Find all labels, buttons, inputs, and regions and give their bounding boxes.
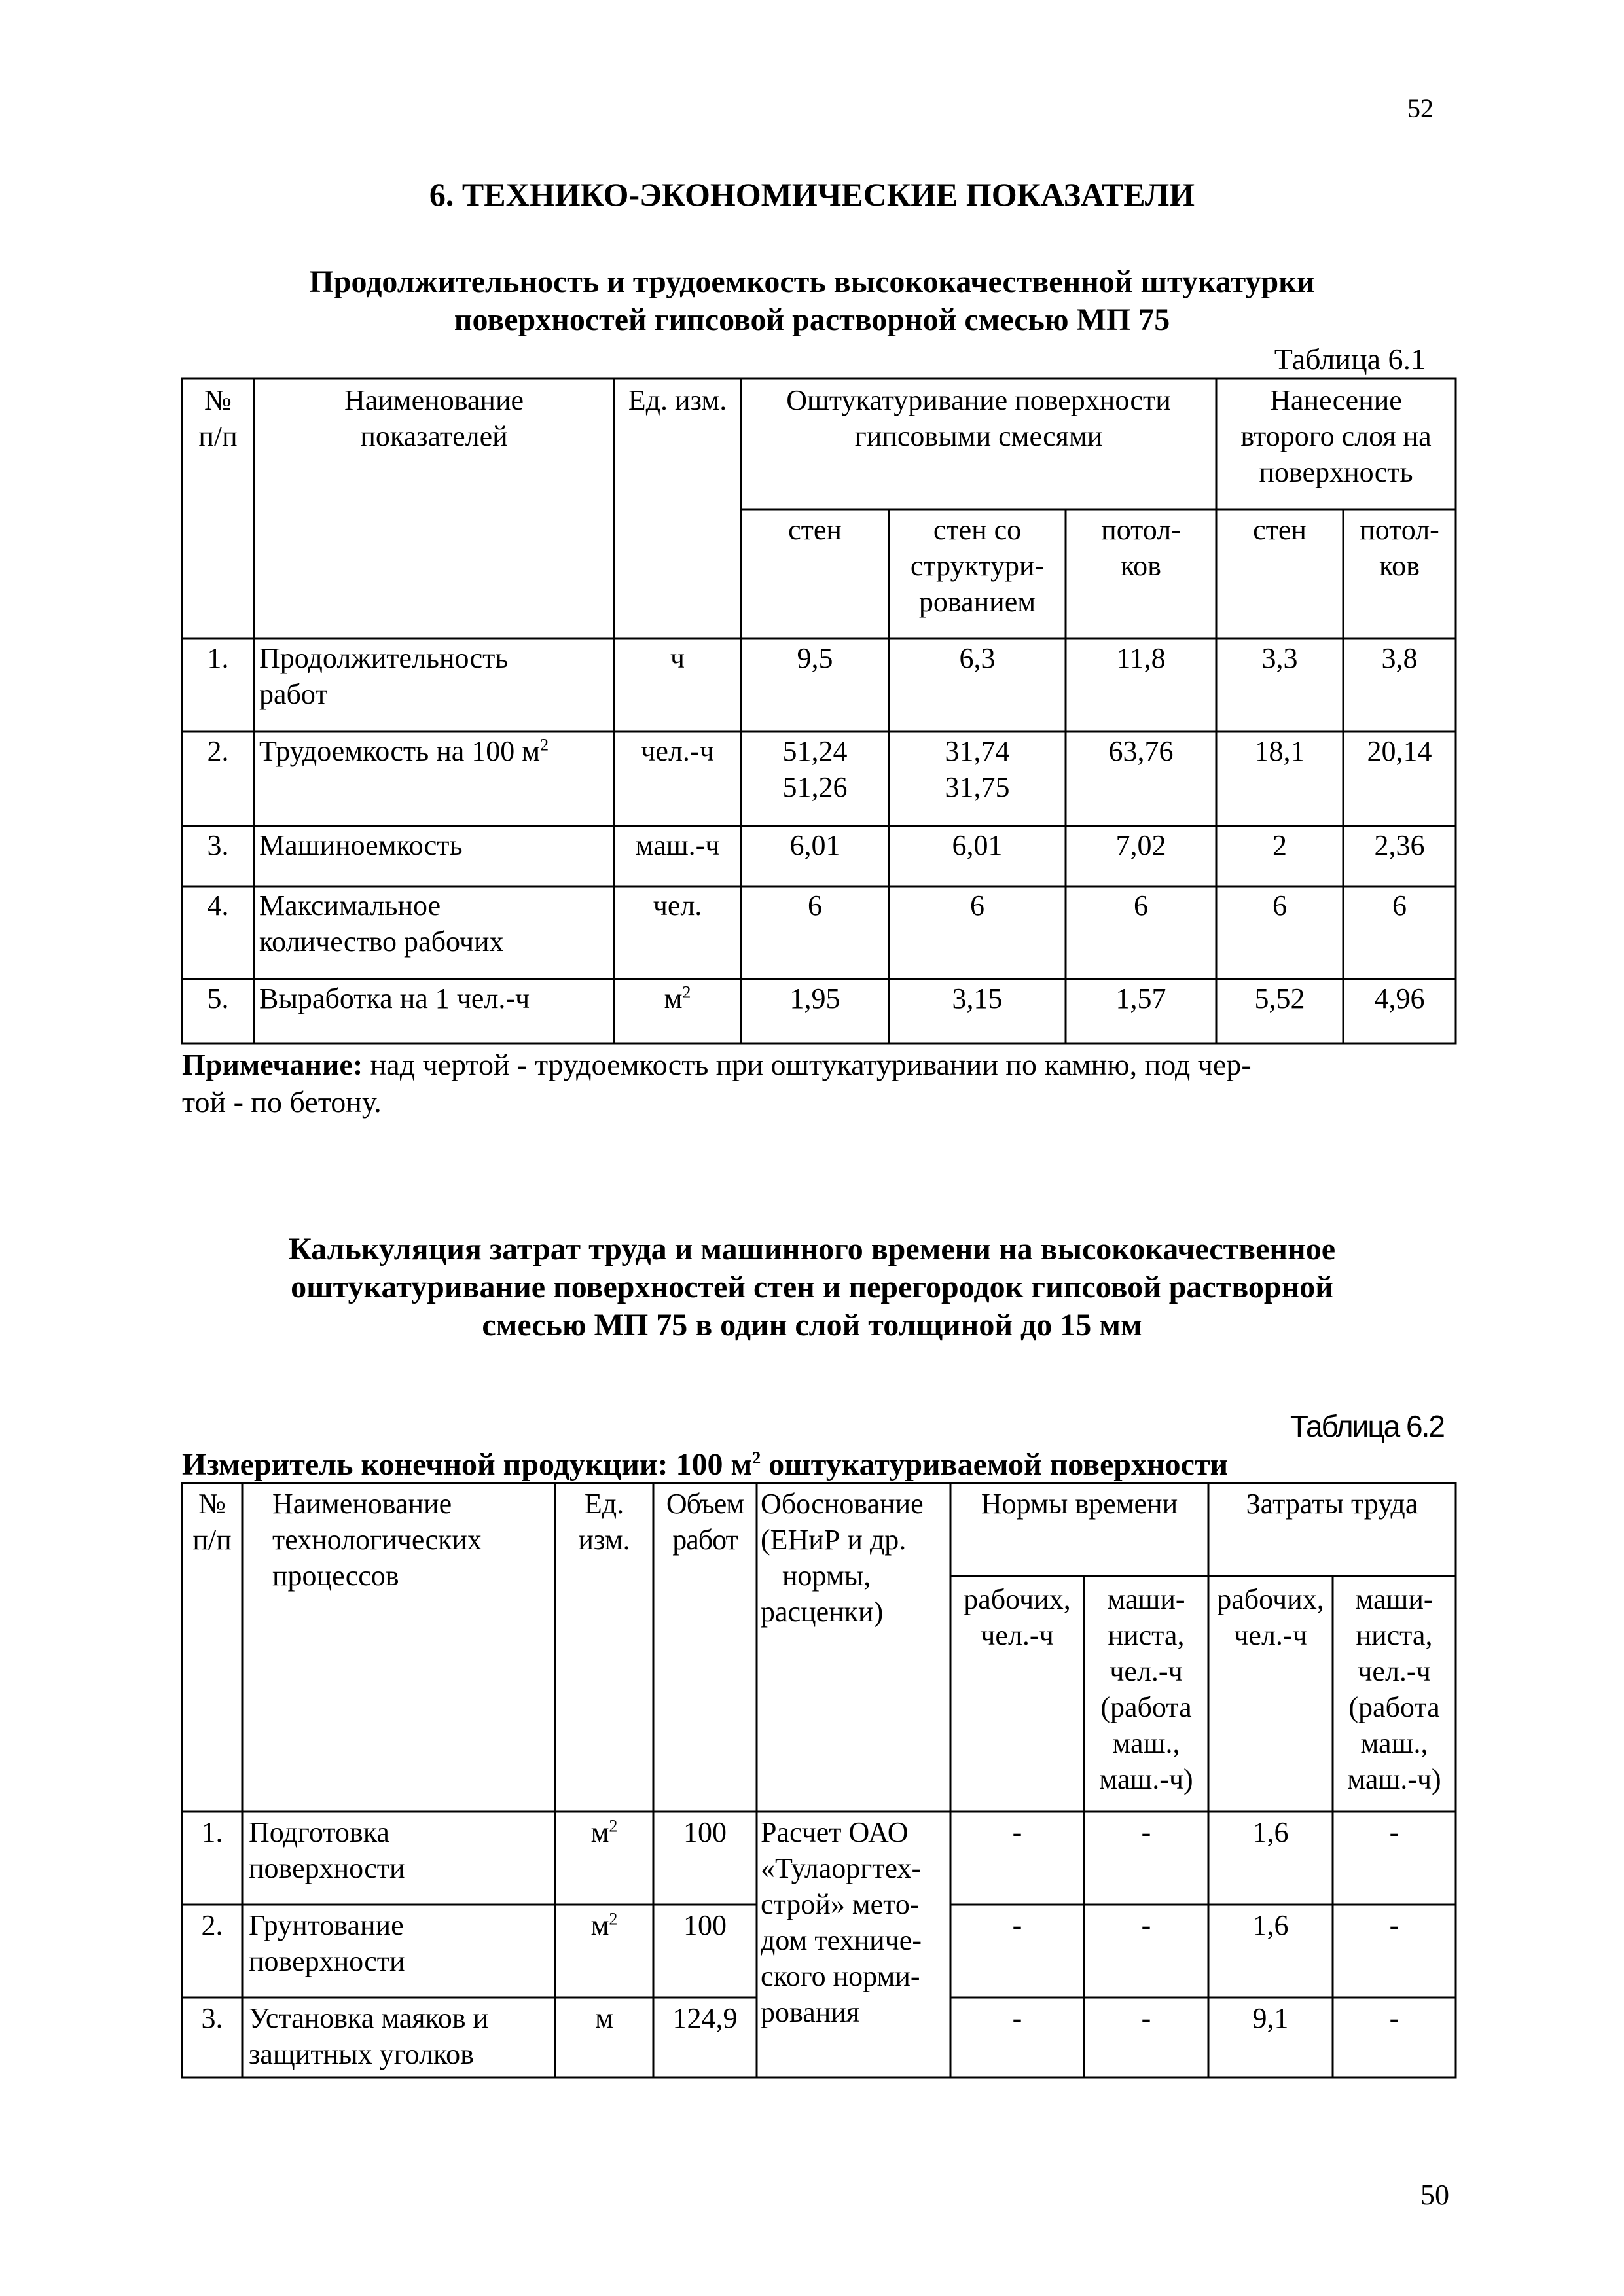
- t2-r3-unit: м: [595, 2002, 613, 2034]
- t1-r5-unit-sup: 2: [682, 982, 691, 1002]
- t1-r1-v4: 3,3: [1261, 642, 1298, 674]
- t1-r2-unit: чел.-ч: [641, 735, 714, 767]
- t2-r1-unit-sup: 2: [609, 1816, 618, 1836]
- t1-r4-v4: 6: [1272, 889, 1287, 922]
- note-text-line1: над чертой - трудоемкость при оштукатуривании по камню, под чер-: [363, 1048, 1252, 1081]
- t2-r3-name: Установка маяков и защитных уголков: [249, 2002, 489, 2070]
- t2-r2-z1: 1,6: [1252, 1909, 1289, 1941]
- table2-meter: [182, 1446, 1228, 1482]
- t1-r5-v2: 3,15: [952, 982, 1003, 1014]
- t1-r2-v4: 18,1: [1254, 735, 1305, 767]
- t2-r2-n1: -: [1012, 1909, 1022, 1941]
- t2-basis-merged: Расчет ОАО «Тулаоргтех- строй» мето- дом техниче- ского норми- рования: [761, 1816, 922, 2028]
- t2-r1-z1: 1,6: [1252, 1816, 1289, 1848]
- t1-r4-v2: 6: [970, 889, 984, 922]
- t1-sub-walls: стен: [788, 514, 842, 546]
- t2-r1-name: Подготовка поверхности: [249, 1816, 405, 1884]
- t2-r1-unit: м: [590, 1816, 609, 1848]
- t2-header-basis: Обоснование (ЕНиР и др. нормы, расценки): [761, 1488, 924, 1628]
- t2-r2-z2: -: [1389, 1909, 1399, 1941]
- t2-r3-n1: -: [1012, 2002, 1022, 2034]
- t1-r4-v5: 6: [1392, 889, 1407, 922]
- t2-header-norms-workers: рабочих, чел.-ч: [964, 1583, 1071, 1651]
- note-text-line2: той - по бетону.: [182, 1085, 382, 1119]
- t2-r3-volume: 124,9: [672, 2002, 738, 2034]
- t2-r3-z1: 9,1: [1252, 2002, 1289, 2034]
- table2-heading-line2: оштукатуривание поверхностей стен и перегородок гипсовой растворной: [291, 1270, 1333, 1304]
- t1-r1-name: Продолжительность работ: [259, 642, 509, 710]
- t1-r5-v1: 1,95: [789, 982, 840, 1014]
- t1-r3-v5: 2,36: [1374, 829, 1425, 861]
- t1-r4-name: Максимальное количество рабочих: [259, 889, 504, 958]
- t2-r2-volume: 100: [683, 1909, 727, 1941]
- t1-r2-v3: 63,76: [1108, 735, 1174, 767]
- t2-r1-unit-wrap: [555, 1814, 653, 1850]
- table2-heading-line3: смесью МП 75 в один слой толщиной до 15 мм: [482, 1308, 1142, 1342]
- t2-r2-unit-wrap: [555, 1907, 653, 1943]
- t1-header-group1: Оштукатуривание поверхности гипсовыми смесями: [786, 384, 1171, 452]
- meter-tail: оштукатуриваемой поверхности: [761, 1447, 1229, 1482]
- table1-heading-line1: Продолжительность и трудоемкость высококачественной штукатурки: [309, 264, 1315, 299]
- t2-header-unit: Ед. изм.: [578, 1488, 630, 1556]
- t2-r2-n2: -: [1141, 1909, 1151, 1941]
- t1-r2-v1: 51,24 51,26: [782, 735, 848, 803]
- t1-r3-num: 3.: [207, 829, 229, 861]
- t2-r2-name: Грунтование поверхности: [249, 1909, 405, 1977]
- t2-r1-z2: -: [1389, 1816, 1399, 1848]
- page-number-top: 52: [1407, 94, 1434, 123]
- t1-r2-v5: 20,14: [1367, 735, 1432, 767]
- t1-r3-unit: маш.-ч: [635, 829, 720, 861]
- t1-r3-v2: 6,01: [952, 829, 1003, 861]
- t2-r3-n2: -: [1141, 2002, 1151, 2034]
- t1-r5-unit-wrap: [614, 980, 741, 1016]
- t1-r5-name: Выработка на 1 чел.-ч: [259, 982, 530, 1014]
- t1-sub-ceilings: потол- ков: [1101, 514, 1181, 582]
- t1-r2-name-sup: 2: [540, 735, 549, 755]
- t1-r5-unit: м: [664, 982, 683, 1014]
- t1-r1-num: 1.: [207, 642, 229, 674]
- t2-header-costs-machinist: маши- ниста, чел.-ч (работа маш., маш.-ч): [1347, 1583, 1441, 1795]
- t1-r4-v3: 6: [1134, 889, 1148, 922]
- table2-caption: Таблица 6.2: [1290, 1409, 1444, 1443]
- t1-r5-num: 5.: [207, 982, 229, 1014]
- t1-r1-v2: 6,3: [959, 642, 996, 674]
- t1-r3-v1: 6,01: [789, 829, 840, 861]
- t1-r4-v1: 6: [808, 889, 822, 922]
- t1-sub-walls2: стен: [1253, 514, 1307, 546]
- page-number-bottom: 50: [1420, 2179, 1449, 2211]
- t2-r2-num: 2.: [201, 1909, 223, 1941]
- t1-header-num: № п/п: [198, 384, 238, 452]
- t1-header-group2: Нанесение второго слоя на поверхность: [1240, 384, 1432, 488]
- t1-r4-num: 4.: [207, 889, 229, 922]
- meter-label: Измеритель конечной продукции: 100 м: [182, 1447, 753, 1482]
- table1-caption: Таблица 6.1: [1274, 342, 1426, 376]
- meter-sup: 2: [752, 1448, 761, 1467]
- t2-r1-num: 1.: [201, 1816, 223, 1848]
- t2-header-name: Наименование технологических процессов: [272, 1488, 482, 1592]
- t2-header-norms: Нормы времени: [981, 1488, 1178, 1520]
- t2-r1-n2: -: [1141, 1816, 1151, 1848]
- t1-r1-unit: ч: [670, 642, 685, 674]
- t1-r5-v5: 4,96: [1374, 982, 1425, 1014]
- t2-r2-unit-sup: 2: [609, 1909, 618, 1929]
- t1-header-name: Наименование показателей: [344, 384, 524, 452]
- table2-heading-line1: Калькуляция затрат труда и машинного времени на высококачественное: [288, 1232, 1336, 1266]
- table1-heading-line2: поверхностей гипсовой растворной смесью МП 75: [454, 302, 1170, 337]
- t2-r1-volume: 100: [683, 1816, 727, 1848]
- section-title: 6. ТЕХНИКО-ЭКОНОМИЧЕСКИЕ ПОКАЗАТЕЛИ: [429, 176, 1195, 213]
- t2-header-costs-workers: рабочих, чел.-ч: [1217, 1583, 1324, 1651]
- t1-r2-num: 2.: [207, 735, 229, 767]
- t1-r3-v4: 2: [1272, 829, 1287, 861]
- table1-note: [182, 1046, 1458, 1121]
- t1-header-unit: Ед. изм.: [628, 384, 727, 416]
- t2-r2-unit: м: [590, 1909, 609, 1941]
- t2-header-volume: Объем работ: [666, 1488, 744, 1556]
- t1-r5-v4: 5,52: [1254, 982, 1305, 1014]
- note-label: Примечание:: [182, 1048, 363, 1081]
- t1-sub-structured: стен со структури- рованием: [910, 514, 1045, 618]
- t2-header-norms-machinist: маши- ниста, чел.-ч (работа маш., маш.-ч): [1099, 1583, 1193, 1795]
- t2-header-costs: Затраты труда: [1246, 1488, 1418, 1520]
- t1-r2-v2: 31,74 31,75: [945, 735, 1010, 803]
- t1-r5-v3: 1,57: [1115, 982, 1166, 1014]
- t1-r1-v1: 9,5: [797, 642, 833, 674]
- t2-r3-z2: -: [1389, 2002, 1399, 2034]
- t2-r3-num: 3.: [201, 2002, 223, 2034]
- t1-sub-ceilings2: потол- ков: [1360, 514, 1439, 582]
- t1-r3-v3: 7,02: [1115, 829, 1166, 861]
- t1-r4-unit: чел.: [653, 889, 702, 922]
- t1-r3-name: Машиноемкость: [259, 829, 463, 861]
- t1-r1-v5: 3,8: [1381, 642, 1418, 674]
- t1-r2-name-wrap: [259, 733, 613, 769]
- t2-r1-n1: -: [1012, 1816, 1022, 1848]
- t1-r1-v3: 11,8: [1116, 642, 1166, 674]
- t2-header-num: № п/п: [192, 1488, 232, 1556]
- t1-r2-name: Трудоемкость на 100 м: [259, 735, 541, 767]
